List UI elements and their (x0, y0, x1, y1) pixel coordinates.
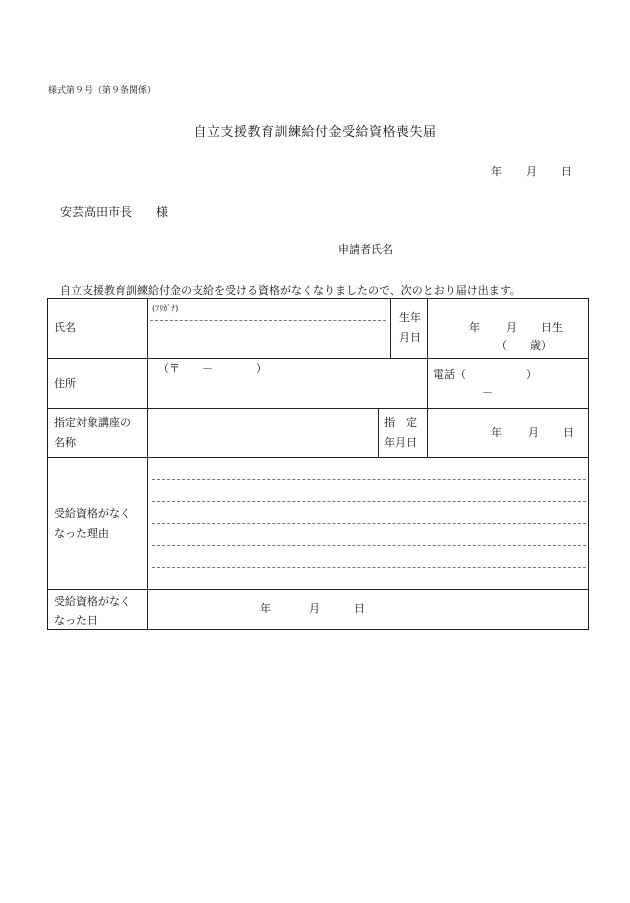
addressee: 安芸高田市長 様 (60, 205, 169, 219)
reason-label-line1: 受給資格がなく (54, 507, 131, 520)
designated-day-label: 日 (563, 426, 574, 439)
date-year-label: 年 (491, 165, 502, 178)
designated-date-label-line1: 指 定 (384, 416, 417, 429)
address-label: 住所 (54, 377, 76, 390)
form-table (47, 298, 589, 630)
lost-date-label-line1: 受給資格がなく (54, 595, 131, 608)
reason-line-2 (152, 501, 586, 502)
postal-close: ） (256, 362, 267, 375)
intro-text: 自立支援教育訓練給付金の支給を受ける資格がなくなりましたので、次のとおり届け出ます。 (60, 284, 521, 297)
birth-date-label-line1: 生年 (399, 311, 421, 324)
reason-line-1 (152, 479, 586, 480)
postal-dash: － (202, 362, 213, 375)
age-open-paren: （ (496, 339, 507, 352)
phone-label: 電話（ (433, 368, 466, 381)
birth-date-label-line2: 月日 (399, 331, 421, 344)
birth-date-field[interactable] (428, 299, 588, 358)
lost-month-label: 月 (309, 602, 320, 615)
furigana-label: (ﾌﾘｶﾞﾅ) (152, 304, 179, 313)
phone-close: ） (526, 368, 537, 381)
name-label: 氏名 (54, 321, 76, 334)
age-label: 歳） (530, 339, 552, 352)
reason-line-5 (152, 567, 586, 568)
designated-label-left-divider (378, 408, 379, 457)
reason-line-3 (152, 523, 586, 524)
designated-date-field[interactable] (428, 409, 588, 457)
applicant-name-label: 申請者氏名 (338, 243, 393, 256)
designated-month-label: 月 (528, 426, 539, 439)
lost-date-field[interactable] (148, 590, 588, 629)
reason-label-line2: なった理由 (54, 527, 109, 540)
birth-year-label: 年 (469, 321, 480, 334)
birth-label-left-divider (390, 299, 391, 358)
form-number: 様式第９号（第９条関係） (48, 86, 157, 96)
postal-open: （〒 (158, 362, 180, 375)
course-name-label-line1: 指定対象講座の (54, 416, 131, 429)
designated-year-label: 年 (491, 426, 502, 439)
address-field[interactable] (148, 359, 427, 408)
lost-date-label-line2: なった日 (54, 614, 98, 627)
reason-field[interactable] (148, 458, 588, 589)
form-title: 自立支援教育訓練給付金受給資格喪失届 (193, 125, 437, 140)
lost-year-label: 年 (260, 602, 271, 615)
course-name-label-line2: 名称 (54, 436, 76, 449)
birth-month-label: 月 (506, 321, 517, 334)
name-input-area[interactable] (148, 321, 390, 358)
date-day-label: 日 (561, 165, 572, 178)
reason-line-4 (152, 545, 586, 546)
date-month-label: 月 (526, 165, 537, 178)
designated-date-label-line2: 年月日 (384, 436, 417, 449)
course-name-field[interactable] (148, 409, 378, 457)
lost-day-label: 日 (354, 602, 365, 615)
phone-dash: － (482, 386, 493, 399)
birth-day-label: 日生 (541, 321, 563, 334)
phone-field[interactable] (428, 359, 588, 408)
